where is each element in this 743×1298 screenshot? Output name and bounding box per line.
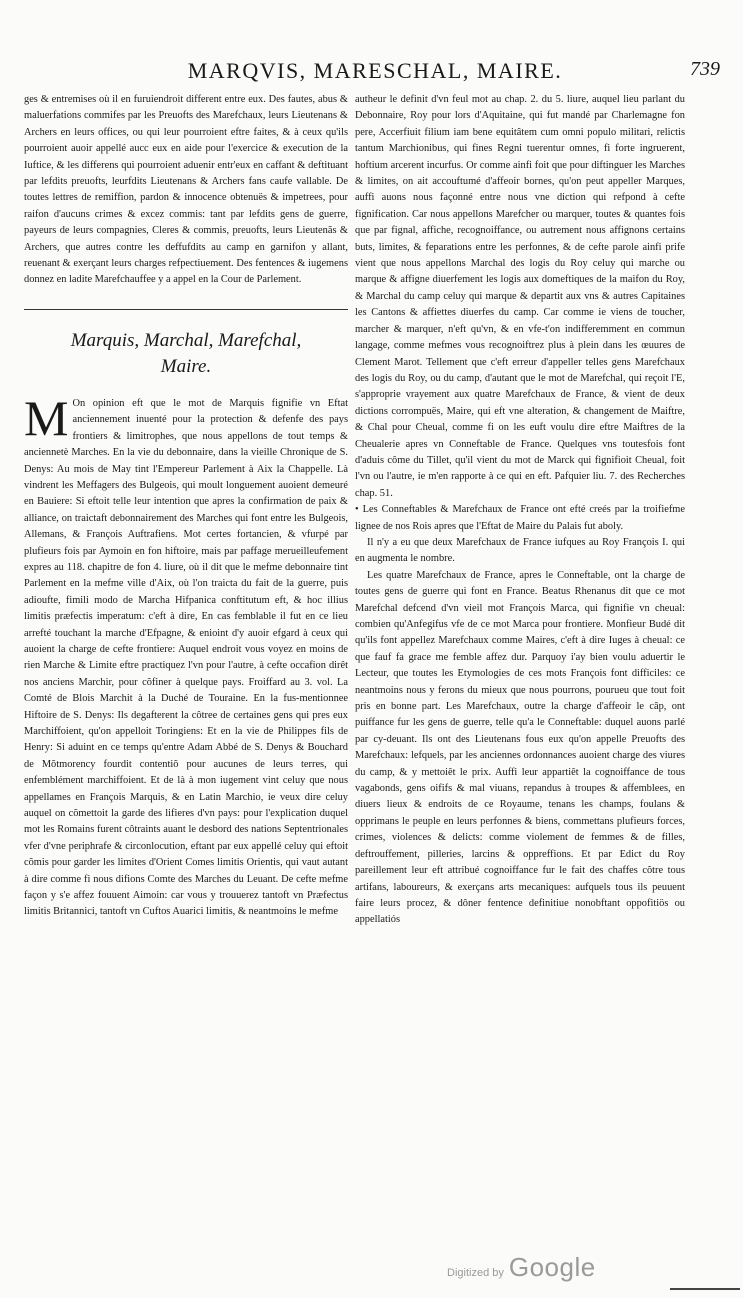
article-title-line2: Maire.	[160, 355, 212, 377]
left-column	[24, 92, 348, 921]
right-paragraph-1: autheur le definit d'vn feul mot au chap. 2. du 5. liure, auquel lieu parlant du Debonnaire, Roy pour lors d'Aquitaine, qui fut mandé par Charlemagne fon pere, Accerfiuit filium iam bene equitâtem cum omni populo militari, relictis tantum Marchionibus, qui fines Regni tuerentur omnes, fi forte ingruerent, hoftium arcerent incurfus. Or comme ainfi foit que pour diftinguer les Marches & limites, on ait accouftumé d'affeoir bornes, qu'on peut appeller Marques, auffi auons nous façonné entre nous vne diction qui refpond à cefte fignification. Car nous appellons Marefcher ou marquer, toutes & quantes fois que par fignal, affiche, recognoiffance, ou autrement nous affignons certains buts, limites, & feparations entre les perfonnes, & de cefte parole ainfi prife vient que nous appellons Marchal des logis du Roy celuy qui marche ou marque & affigne diuerfement les logis aux domeftiques de la maifon du Roy, & Marchal du camp celuy qui marque & departit aux vns & autres Capitaines les Cantons & affiettes diuerfes du camp. Car comme ie viens de toucher, marcher & marquer, n'eft qu'vn, & en vfe-t'on indifferemment en commun langage, comme mefmes vous recognoiftrez plus à plein dans les œuures de Clement Marot. Tellement que c'eft erreur d'appeller telles gens Marefchaux des logis du Roy, ou du camp, d'autant que le mot de Marefchal, qui reçoit l'E, s'approprie vrayement aux quatre Marefchaux de France, & vient de deux dictions corrompuës, Maire, qui eft vne alteration, & changement de Maiftre, & Chal pour Cheual, comme fi on les euft voulu dire eftre Maiftres de la Cheualerie apres vn Conneftable de France. Quelques vns toutesfois font d'aduis côme du Tillet, qu'il vient du mot de Marck qui fignifioit Cheual, foit l'vn ou l'autre, ie m'en rapporte à ce qui en eft. Pafquier liu. 7. des Recherches chap. 51.	[355, 94, 685, 499]
digitized-by-text: Digitized by	[447, 1267, 504, 1279]
right-paragraph-2: • Les Conneftables & Marefchaux de France ont efté creés par la troifiefme lignee de nos Rois apres que l'Eftat de Maire du Palais fut aboly.	[355, 504, 685, 532]
article-title	[24, 328, 348, 380]
left-top-paragraph: ges & entremises où il en furuiendroit different entre eux. Des fautes, abus & maluerfations commifes par les Preuofts des Marefchaux, leurs Lieutenans & Archers en leurs offices, ou qui leur pourroient eftre faites, & à ceux qu'ils pourroient auoir appellé aucc eux en aide pour l'exercice & execution de la Iuftice, & les differens qui pourroient aduenir entr'eux en caffant & deftituant par lefdits preuofts, leurfdits Lieutenans & Archers fans caufe vallable. De toutes lettres de remiffion, pardon & innocence obtenuës & impetrees, pour raifon d'aucuns crimes & excez commis: tant par lefdits gens de guerre, payeurs de leurs compagnies, Cleres & commis, preuofts, leurs Lieutenãs & Archers, que autres contre les deffufdits au camp en garnifon y allant, reuenant & exerçant leurs charges refpectiuement. Des fentences & iugemens donnez en ladite Marefchauffee y a appel en la Cour de Parlement.	[24, 94, 348, 286]
right-paragraph-3: Il n'y a eu que deux Marefchaux de France iufques au Roy François I. qui en augmenta le nombre.	[355, 536, 685, 565]
article-body	[24, 389, 348, 921]
section-divider	[24, 309, 348, 310]
digitization-credit	[447, 1252, 596, 1283]
article-body-text: On opinion eft que le mot de Marquis fignifie vn Eftat anciennement inuenté pour la protection & defenfe des pays frontiers & limitrophes, que nous appellons de tout temps & anciennetè Marches. En la vie du debonnaire, dans la vieille Chronique de S. Denys: Au mois de May tint l'Empereur Parlement à Aix la Chappelle. Là vindrent les Meffagers des Bulgeois, qui moult longuement auoient demeuré en Bauiere: Si eftoit telle leur intention que apres la confirmation de paix & alliance, on traictaft debonnairement des Marches qui font entre les Bulgeois, Allemans, & François Auftrafiens. Mot certes fortancien, & vfurpé par plufieurs fois par Aymoin en fon hiftoire, mais par paffage merueilleufement expres au 118. chapitre de fon 4. liure, où il dit que le mefme debonnaire tint Parlement en la mefme ville d'Aix, où l'on traicta du fait de la guerre, puis adioufte, fimili modo de Marcha Hifpanica conftitutum eft, & hoc illius limitis præfectis imperatum: c'eft à dire, En cas femblable il fut en ce lieu arrefté touchant la marche d'Efpagne, & enioint d'y auoir efgard à ceux qui auoient la charge de cefte frontiere: Auquel endroit vous voyez en moins de rien Marche & Limite eftre practiquez l'vn pour l'autre, à cefte occafion dirêt nos anciens Marchir, pour cõfiner à quelque pays. Froiffard au 3. vol. La Comté de Blois Marchit à la Duché de Touraine. En la fus-mentionnee Hiftoire de S. Denys: Ils degafterent la côtree de certaines gens qui pres eux Marchiffoient, qu'on appelloit Toringiens: Et en la vie de Philippes fils de Henry: Si aduint en ce temps qu'entre Adam Abbé de S. Denys & Bouchard de Mõtmorency fourdit contentiõ pour aucunes de leurs terres, qui enfemblément marchiffoient. Et de là à mon iugement vint celuy que nous appellames en François Marquis, & en Latin Marchio, ie veux dire celuy auquel on cõmettoit la garde des lifieres d'vn pays: pour l'explication duquel mot les Romains furent côtraints auant le desbord des nations Septentrionales vfer d'vne periphrafe & circonlocution, eftant par eux appellé celuy qui eftoit cõmis pour garder les limites d'Orient Comes limitis Orientis, qui vaut autant à dire comme fi nous difions Comte des Marches du Leuant. De cefte mefme façon y s'e affez fouuent Aimoin: car vous y trouuerez tantoft vn Præfectus limitis Britannici, tantoft vn Cuftos Auarici limitis, & neantmoins le mefme	[24, 397, 348, 918]
article-title-line1: Marquis, Marchal, Marefchal,	[70, 329, 302, 351]
drop-cap: M	[24, 389, 69, 446]
google-logo: Google	[508, 1252, 596, 1282]
page-number: 739	[690, 58, 720, 80]
right-paragraph-4: Les quatre Marefchaux de France, apres le Conneftable, ont la charge de toutes gens de guerre qui font en France. Beatus Rhenanus dit que ce mot Marefchal defcend d'vn vieil mot François Marca, qui fignifie vn cheual: combien qu'Anfegifus vfe de ce mot Marca pour frontiere. Monfieur Budé dit qu'ils font appellez Marefchaux comme Maires, c'eft à dire Iuges à cheual: ce que fauf fa grace me femble affez dur. Parquoy i'ay bien voulu aduertir le Lecteur, que toutes les Etymologies de ces mots François font difficiles: ce neantmoins nous y ferons du mieux que nous pourrons, pourueu que tout foit pris en bonne part. Les Marefchaux, outre la charge d'affeoir le câp, ont puiffance fur les gens de guerre, telle qu'a le Conneftable: duquel auons parlé par cy-deuant. Ils ont des Lieutenans fous eux qu'on appelle Preuofts des Marefchaux: lefquels, par les anciennes ordonnances auoient charge des viures du camp, & y mettoiêt le prix. Auffi leur appartiêt la cognoiffance de tous vagabonds, gens oififs & mal viuans, repandus à troupes & affemblees, en diuers lieux & endroits de ce Royaume, tenans les champs, foulans & opprimans le peuple en leurs perfonnes & biens, commettans plufieurs forces, crimes, violences & delicts: comme violement de femmes & de filles, deftrouffement, pilleries, larcins & oppreffions. Et par Edict du Roy pareillement leur eft attribué cognoiffance fur le fait des chaffes cõtre tous artifans, laboureurs, & exerçans arts mecaniques: aufquels tous ils peuuent faire leurs procez, & dôner fentence definitiue nonobftant oppofitiös ou appellatiós	[355, 569, 685, 926]
page-edge-mark	[670, 1288, 740, 1296]
running-head: MARQVIS, MARESCHAL, MAIRE.	[187, 58, 563, 83]
right-column	[355, 92, 685, 929]
